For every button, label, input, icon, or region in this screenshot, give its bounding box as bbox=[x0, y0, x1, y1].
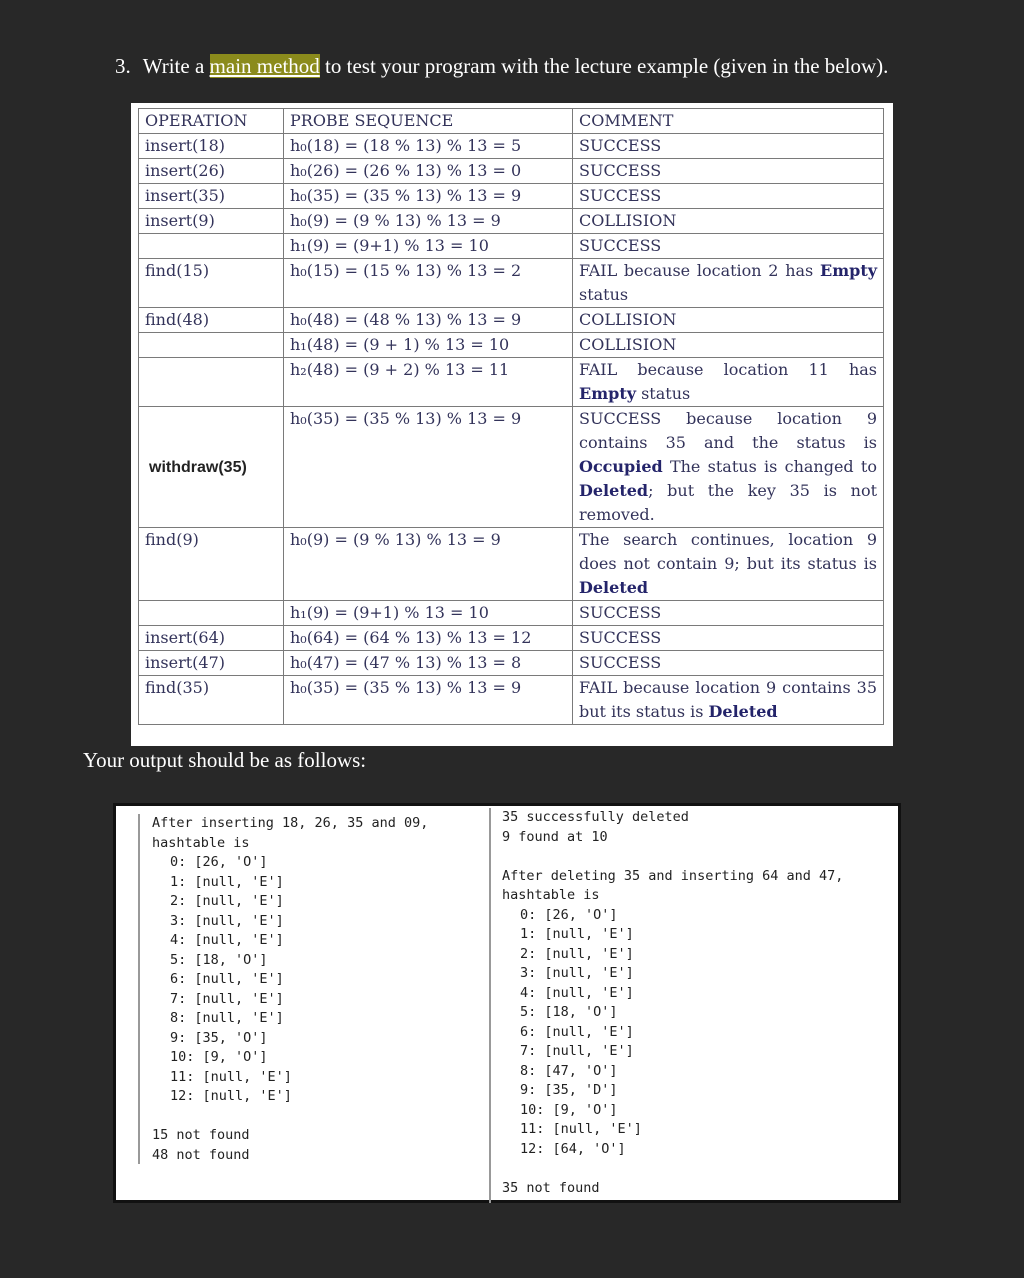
console-line: After inserting 18, 26, 35 and 09, bbox=[152, 815, 429, 831]
comment-text: The search continues, location 9 does not contain 9; but its status is bbox=[579, 530, 877, 573]
probe-cell: h₀(35) = (35 % 13) % 13 = 9 bbox=[284, 184, 573, 209]
hashtable-entry: 7: [null, 'E'] bbox=[520, 1043, 634, 1059]
probe-cell: h₀(47) = (47 % 13) % 13 = 8 bbox=[284, 651, 573, 676]
console-output-image bbox=[113, 803, 901, 1203]
comment-text: The status is changed to bbox=[669, 457, 877, 476]
hashtable-entry: 9: [35, 'O'] bbox=[170, 1029, 268, 1046]
hashtable-entry: 0: [26, 'O'] bbox=[520, 906, 618, 923]
probe-cell: h₀(26) = (26 % 13) % 13 = 0 bbox=[284, 159, 573, 184]
table-row bbox=[139, 159, 884, 184]
table-row bbox=[139, 234, 884, 259]
table-row bbox=[139, 333, 884, 358]
console-line: hashtable is bbox=[152, 834, 250, 851]
header-comment: COMMENT bbox=[573, 109, 884, 134]
console-line: 9 found at 10 bbox=[502, 828, 608, 845]
comment-cell: SUCCESS bbox=[573, 626, 884, 651]
comment-cell: SUCCESS bbox=[573, 134, 884, 159]
hashtable-entry: 1: [null, 'E'] bbox=[170, 873, 284, 890]
console-line: hashtable is bbox=[502, 887, 600, 903]
op-cell: find(9) bbox=[139, 528, 284, 601]
hashtable-entry: 3: [null, 'E'] bbox=[520, 965, 634, 981]
op-cell: insert(18) bbox=[139, 134, 284, 159]
table-row bbox=[139, 651, 884, 676]
comment-text: FAIL because location 11 has bbox=[579, 360, 877, 379]
comment-cell: COLLISION bbox=[573, 308, 884, 333]
table-header-row bbox=[139, 109, 884, 134]
op-cell-empty bbox=[139, 358, 284, 407]
header-probe-sequence: PROBE SEQUENCE bbox=[284, 109, 573, 134]
hashtable-entry: 1: [null, 'E'] bbox=[520, 926, 634, 942]
output-instruction: Your output should be as follows: bbox=[83, 748, 367, 772]
status-occupied-keyword: Occupied bbox=[579, 457, 663, 476]
status-empty-keyword: Empty bbox=[820, 261, 878, 280]
highlighted-main-method: main method bbox=[209, 54, 320, 78]
table-row bbox=[139, 358, 884, 407]
hashtable-entry: 10: [9, 'O'] bbox=[170, 1049, 268, 1065]
comment-cell: COLLISION bbox=[573, 333, 884, 358]
op-cell bbox=[139, 407, 284, 528]
probe-cell: h₀(48) = (48 % 13) % 13 = 9 bbox=[284, 308, 573, 333]
probe-cell: h₀(35) = (35 % 13) % 13 = 9 bbox=[284, 407, 573, 528]
question-number: 3. bbox=[115, 54, 131, 78]
op-cell: find(48) bbox=[139, 308, 284, 333]
probe-cell: h₁(9) = (9+1) % 13 = 10 bbox=[284, 234, 573, 259]
heading-text-after: to test your program with the lecture example (given in the below). bbox=[325, 54, 889, 78]
hashtable-entry: 6: [null, 'E'] bbox=[170, 971, 284, 987]
op-cell: find(15) bbox=[139, 259, 284, 308]
blank-line bbox=[502, 847, 843, 867]
status-deleted-keyword: Deleted bbox=[579, 578, 649, 597]
probe-cell: h₀(15) = (15 % 13) % 13 = 2 bbox=[284, 259, 573, 308]
hashtable-entry: 4: [null, 'E'] bbox=[170, 932, 284, 948]
comment-cell: SUCCESS bbox=[573, 601, 884, 626]
status-empty-keyword: Empty bbox=[579, 384, 636, 403]
table-row bbox=[139, 209, 884, 234]
console-line: 35 not found bbox=[502, 1179, 600, 1196]
op-cell-empty bbox=[139, 234, 284, 259]
table-row bbox=[139, 407, 884, 528]
comment-text: ; but the key 35 is not removed. bbox=[579, 481, 877, 524]
comment-text: status bbox=[641, 384, 691, 403]
comment-cell: SUCCESS bbox=[573, 184, 884, 209]
console-line: After deleting 35 and inserting 64 and 47, bbox=[502, 867, 844, 884]
hashtable-entry: 8: [null, 'E'] bbox=[170, 1010, 284, 1026]
blank-line bbox=[502, 1159, 843, 1179]
op-cell-empty bbox=[139, 601, 284, 626]
hashtable-entry: 7: [null, 'E'] bbox=[170, 990, 284, 1007]
table-row bbox=[139, 184, 884, 209]
hashtable-entry: 3: [null, 'E'] bbox=[170, 912, 284, 929]
blank-line bbox=[152, 1107, 428, 1127]
op-cell: insert(35) bbox=[139, 184, 284, 209]
probe-cell: h₀(64) = (64 % 13) % 13 = 12 bbox=[284, 626, 573, 651]
op-cell: insert(9) bbox=[139, 209, 284, 234]
op-cell-empty bbox=[139, 333, 284, 358]
probe-cell: h₁(9) = (9+1) % 13 = 10 bbox=[284, 601, 573, 626]
probe-cell: h₀(9) = (9 % 13) % 13 = 9 bbox=[284, 528, 573, 601]
comment-cell: SUCCESS bbox=[573, 651, 884, 676]
console-line: 15 not found bbox=[152, 1127, 250, 1143]
table-row bbox=[139, 626, 884, 651]
hashtable-entry: 0: [26, 'O'] bbox=[170, 854, 268, 870]
table-row bbox=[139, 601, 884, 626]
probe-cell: h₀(18) = (18 % 13) % 13 = 5 bbox=[284, 134, 573, 159]
lecture-example-table-image bbox=[131, 103, 893, 746]
status-deleted-keyword: Deleted bbox=[579, 481, 649, 500]
comment-cell bbox=[573, 528, 884, 601]
comment-text: SUCCESS because location 9 contains 35 and the status is bbox=[579, 409, 877, 452]
table-row bbox=[139, 676, 884, 725]
table-row bbox=[139, 134, 884, 159]
hashtable-entry: 2: [null, 'E'] bbox=[170, 893, 284, 909]
table-row bbox=[139, 308, 884, 333]
table-row bbox=[139, 259, 884, 308]
comment-text: status bbox=[579, 285, 629, 304]
withdraw-op-label: withdraw(35) bbox=[149, 458, 247, 476]
probe-cell: h₁(48) = (9 + 1) % 13 = 10 bbox=[284, 333, 573, 358]
hashtable-entry: 11: [null, 'E'] bbox=[520, 1121, 642, 1137]
comment-cell bbox=[573, 407, 884, 528]
heading-text-before: Write a bbox=[142, 54, 205, 78]
probe-cell: h₀(35) = (35 % 13) % 13 = 9 bbox=[284, 676, 573, 725]
status-deleted-keyword: Deleted bbox=[708, 702, 778, 721]
hashtable-entry: 12: [null, 'E'] bbox=[170, 1088, 292, 1104]
table-row bbox=[139, 528, 884, 601]
probe-cell: h₂(48) = (9 + 2) % 13 = 11 bbox=[284, 358, 573, 407]
header-operation: OPERATION bbox=[139, 109, 284, 134]
hashtable-entry: 6: [null, 'E'] bbox=[520, 1023, 634, 1040]
hashtable-entry: 8: [47, 'O'] bbox=[520, 1062, 618, 1079]
console-line: 35 successfully deleted bbox=[502, 809, 689, 825]
op-cell: insert(64) bbox=[139, 626, 284, 651]
hashtable-entry: 5: [18, 'O'] bbox=[520, 1004, 618, 1020]
comment-text: FAIL because location 9 contains 35 but its status is bbox=[579, 678, 877, 721]
assignment-heading bbox=[115, 54, 888, 79]
comment-text: FAIL because location 2 has bbox=[579, 261, 814, 280]
comment-cell: COLLISION bbox=[573, 209, 884, 234]
comment-cell: SUCCESS bbox=[573, 234, 884, 259]
comment-cell: SUCCESS bbox=[573, 159, 884, 184]
hashtable-entry: 11: [null, 'E'] bbox=[170, 1068, 292, 1085]
hashing-operations-table bbox=[138, 108, 884, 725]
op-cell: find(35) bbox=[139, 676, 284, 725]
hashtable-entry: 2: [null, 'E'] bbox=[520, 945, 634, 962]
op-cell: insert(26) bbox=[139, 159, 284, 184]
op-cell: insert(47) bbox=[139, 651, 284, 676]
comment-cell bbox=[573, 358, 884, 407]
comment-cell bbox=[573, 676, 884, 725]
hashtable-entry: 5: [18, 'O'] bbox=[170, 951, 268, 968]
hashtable-entry: 12: [64, 'O'] bbox=[520, 1140, 626, 1157]
console-line: 48 not found bbox=[152, 1146, 250, 1163]
console-left-pane bbox=[138, 814, 428, 1164]
comment-cell bbox=[573, 259, 884, 308]
console-right-pane bbox=[489, 808, 843, 1203]
probe-cell: h₀(9) = (9 % 13) % 13 = 9 bbox=[284, 209, 573, 234]
hashtable-entry: 4: [null, 'E'] bbox=[520, 984, 634, 1001]
hashtable-entry: 10: [9, 'O'] bbox=[520, 1101, 618, 1118]
hashtable-entry: 9: [35, 'D'] bbox=[520, 1082, 618, 1098]
